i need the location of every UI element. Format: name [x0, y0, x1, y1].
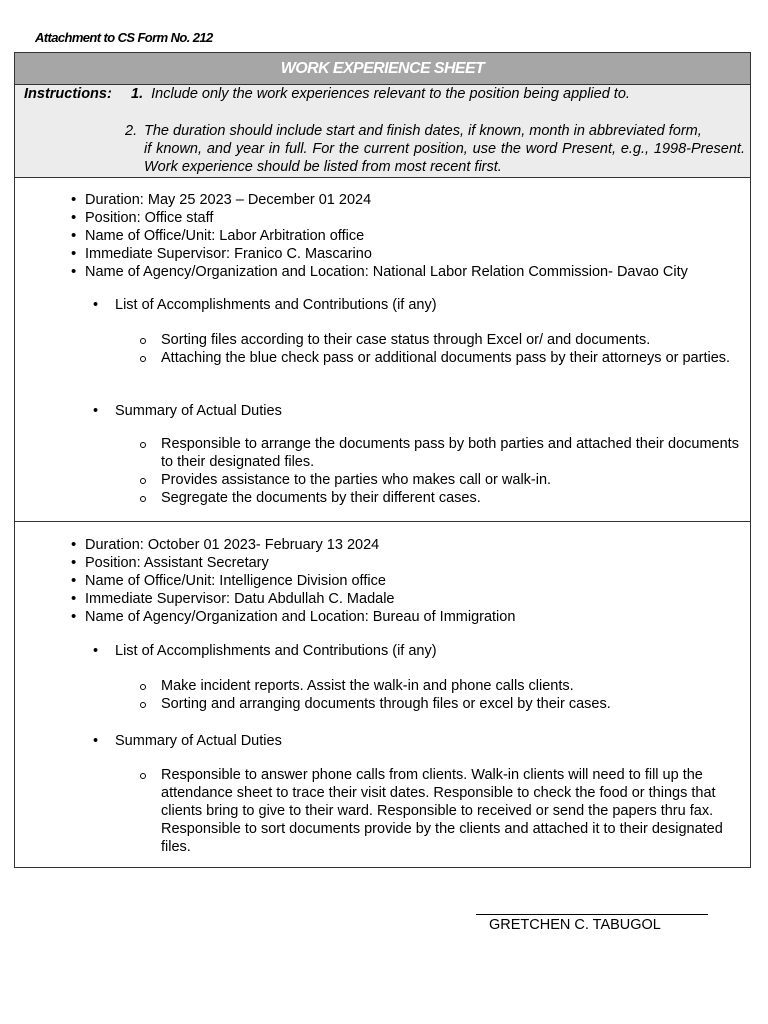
instruction-1-text: Include only the work experiences relevant to the position being applied to. [151, 86, 630, 102]
instruction-item-2 [125, 122, 745, 176]
entry-duration: • Duration: October 01 2023- February 13 2024 [71, 536, 751, 554]
entry-office: • Name of Office/Unit: Intelligence Division office [71, 572, 751, 590]
entry-office: • Name of Office/Unit: Labor Arbitration office [71, 227, 751, 245]
entry-agency: • Name of Agency/Organization and Location: Bureau of Immigration [71, 608, 751, 626]
signature-line [476, 914, 708, 915]
instruction-2-continuation: if known, and year in full. For the current position, use the word Present, e.g., 1998-Present. Work experience should be listed from most recent first. [144, 141, 745, 175]
entry-agency: • Name of Agency/Organization and Location: National Labor Relation Commission- Davao City [71, 263, 751, 281]
list-item: Responsible to arrange the documents pass by both parties and attached their documents to their designated files. [139, 435, 739, 471]
work-experience-sheet [14, 52, 751, 868]
instruction-2-line1: The duration should include start and finish dates, if known, month in abbreviated form, [144, 123, 702, 139]
list-item: Responsible to answer phone calls from clients. Walk-in clients will need to fill up the attendance sheet to trace their visit dates. Responsible to check the food or things that clients bring to give to their ward. Responsible to received or send the papers thru fax. Responsible to sort documents provide by the clients and attached it to their designated files. [139, 766, 735, 856]
entry-duration: • Duration: May 25 2023 – December 01 2024 [71, 191, 751, 209]
entry-position: • Position: Office staff [71, 209, 751, 227]
accomplishments-heading: • List of Accomplishments and Contributions (if any) [93, 642, 437, 660]
duties-heading: • Summary of Actual Duties [93, 402, 282, 420]
entry-supervisor: • Immediate Supervisor: Franico C. Mascarino [71, 245, 751, 263]
instruction-2-number: 2. [125, 123, 138, 139]
accomplishments-heading: • List of Accomplishments and Contributions (if any) [93, 296, 437, 314]
duties-list [139, 435, 739, 507]
list-item: Provides assistance to the parties who makes call or walk-in. [139, 471, 739, 489]
duties-heading: • Summary of Actual Duties [93, 732, 282, 750]
instructions-section [15, 85, 750, 178]
accomplishments-list [139, 677, 739, 713]
entry-position: • Position: Assistant Secretary [71, 554, 751, 572]
signatory-name: GRETCHEN C. TABUGOL [489, 917, 661, 933]
instruction-item-1 [131, 86, 630, 102]
list-item: Attaching the blue check pass or additional documents pass by their attorneys or parties. [139, 349, 739, 367]
work-entry [15, 522, 750, 867]
list-item: Sorting and arranging documents through files or excel by their cases. [139, 695, 739, 713]
instructions-label: Instructions: [24, 86, 112, 102]
entry-details [71, 536, 751, 626]
sheet-title: WORK EXPERIENCE SHEET [15, 53, 750, 85]
list-item: Segregate the documents by their different cases. [139, 489, 739, 507]
entry-supervisor: • Immediate Supervisor: Datu Abdullah C. Madale [71, 590, 751, 608]
entry-details [71, 191, 751, 281]
form-attachment-label: Attachment to CS Form No. 212 [35, 30, 213, 45]
duties-list [139, 766, 735, 856]
work-entry [15, 178, 750, 522]
accomplishments-list [139, 331, 739, 367]
list-item: Make incident reports. Assist the walk-in and phone calls clients. [139, 677, 739, 695]
instruction-1-number: 1. [131, 86, 144, 102]
list-item: Sorting files according to their case status through Excel or/ and documents. [139, 331, 739, 349]
